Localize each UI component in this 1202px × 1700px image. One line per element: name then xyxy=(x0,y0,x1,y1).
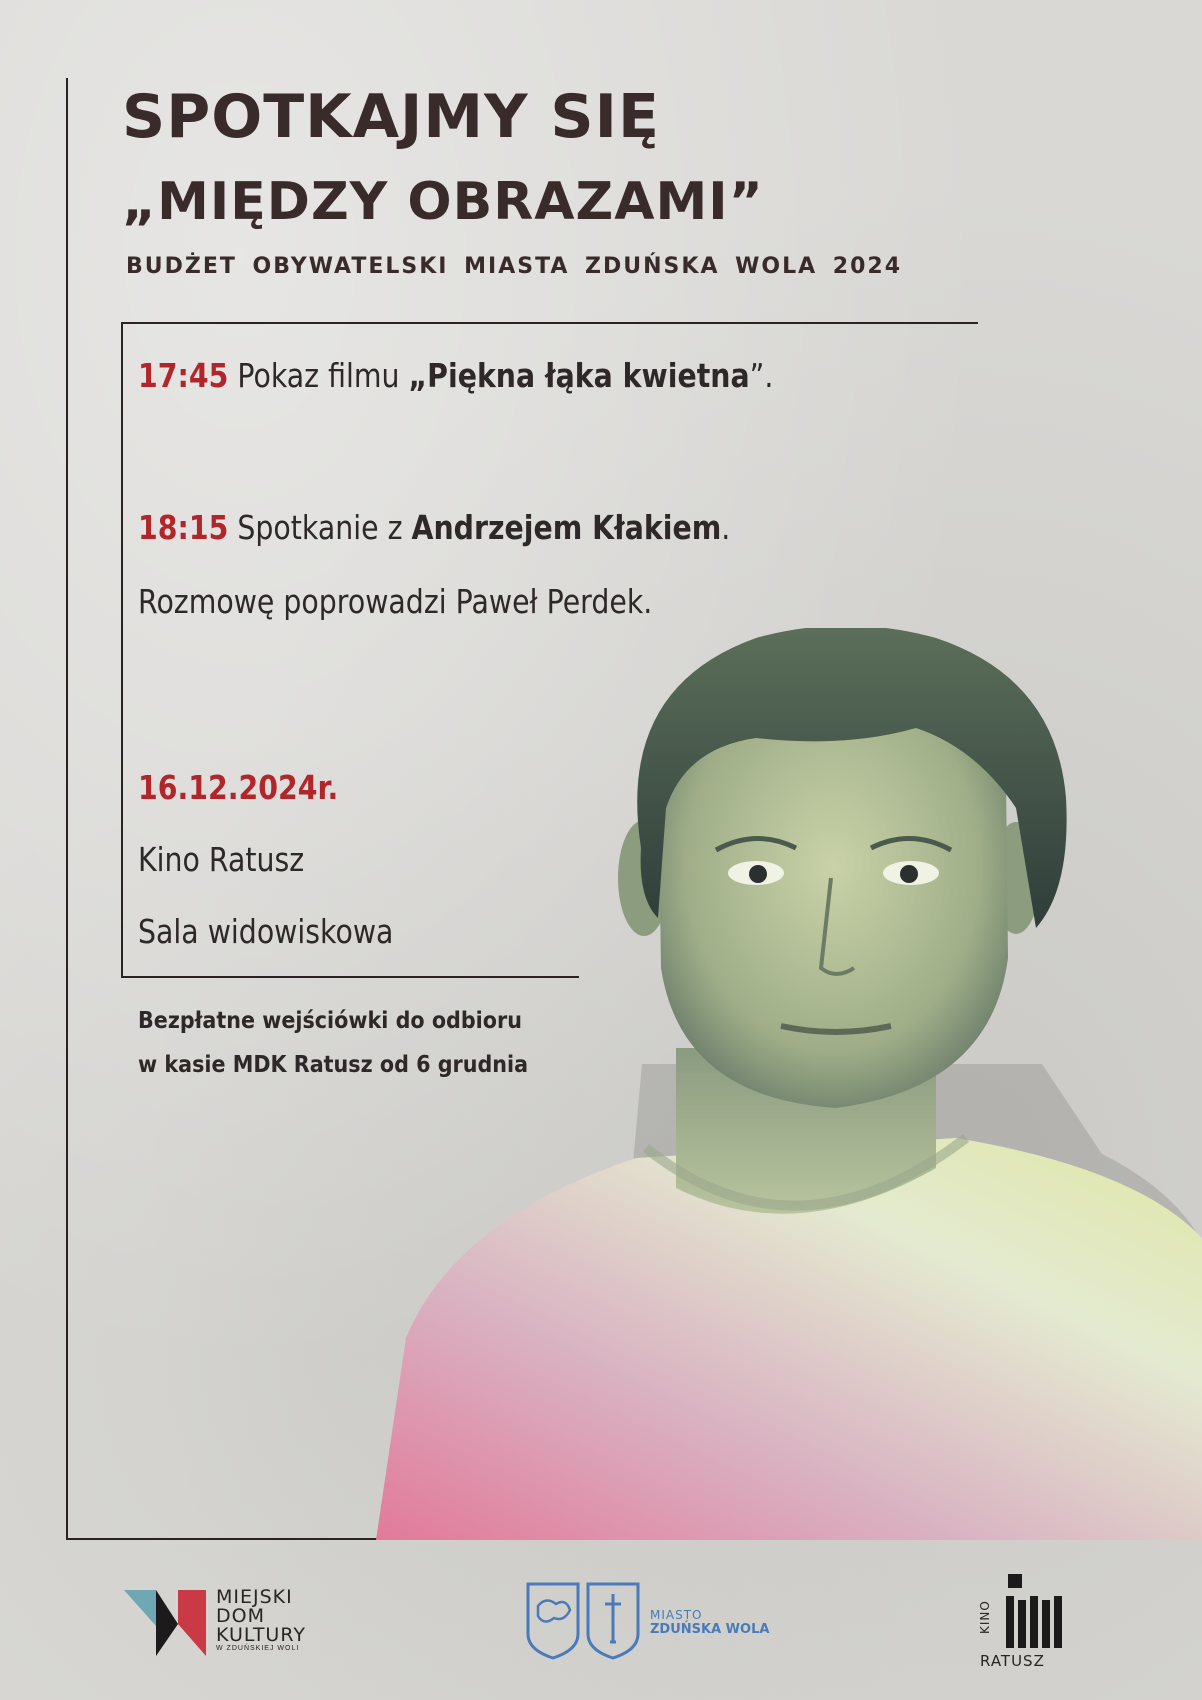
portrait-illustration xyxy=(376,628,1202,1540)
city-line-2: ZDUŃSKA WOLA xyxy=(650,1622,770,1637)
event-date: 16.12.2024r. xyxy=(138,768,339,807)
city-logo[interactable] xyxy=(524,1580,774,1660)
mdk-logo-icon xyxy=(124,1584,208,1660)
city-coat-of-arms-icon xyxy=(524,1580,642,1660)
mdk-line-2: DOM xyxy=(216,1605,265,1627)
meeting-guest-suffix: . xyxy=(721,508,731,547)
film-time: 17:45 xyxy=(138,356,229,395)
tickets-line-2: w kasie MDK Ratusz od 6 grudnia xyxy=(138,1052,529,1078)
page-subtitle-event-name: „MIĘDZY OBRAZAMI” xyxy=(122,172,764,232)
budget-subtitle: BUDŻET OBYWATELSKI MIASTA ZDUŃSKA WOLA 2024 xyxy=(126,254,903,279)
meeting-label: Spotkanie z xyxy=(237,508,403,547)
schedule-item-meeting xyxy=(138,508,730,547)
meeting-time: 18:15 xyxy=(138,508,229,547)
kino-vertical-label: KINO xyxy=(978,1600,992,1634)
city-line-1: MIASTO xyxy=(650,1608,703,1622)
mdk-line-3: KULTURY xyxy=(216,1624,306,1646)
event-venue: Kino Ratusz xyxy=(138,840,305,879)
mdk-logo[interactable] xyxy=(124,1584,344,1660)
film-label: Pokaz filmu xyxy=(237,356,400,395)
schedule-top-line xyxy=(121,322,978,324)
event-hall: Sala widowiskowa xyxy=(138,912,394,951)
frame-left-line xyxy=(66,78,68,1540)
film-title-closing: ”. xyxy=(749,356,774,395)
schedule-item-film xyxy=(138,356,773,395)
kino-bottom-label: RATUSZ xyxy=(980,1652,1045,1670)
mdk-line-4: W ZDUŃSKIEJ WOLI xyxy=(216,1645,300,1652)
portrait-photo xyxy=(376,628,1202,1540)
meeting-guest: Andrzejem Kłakiem xyxy=(411,508,722,547)
schedule-left-line xyxy=(121,322,123,978)
kino-ratusz-logo[interactable] xyxy=(976,1570,1076,1670)
page-title: SPOTKAJMY SIĘ xyxy=(122,82,660,152)
film-title: „Piękna łąka kwietna xyxy=(408,356,750,395)
meeting-host-line: Rozmowę poprowadzi Paweł Perdek. xyxy=(138,582,653,621)
tickets-line-1: Bezpłatne wejściówki do odbioru xyxy=(138,1008,522,1034)
mdk-line-1: MIEJSKI xyxy=(216,1586,293,1608)
